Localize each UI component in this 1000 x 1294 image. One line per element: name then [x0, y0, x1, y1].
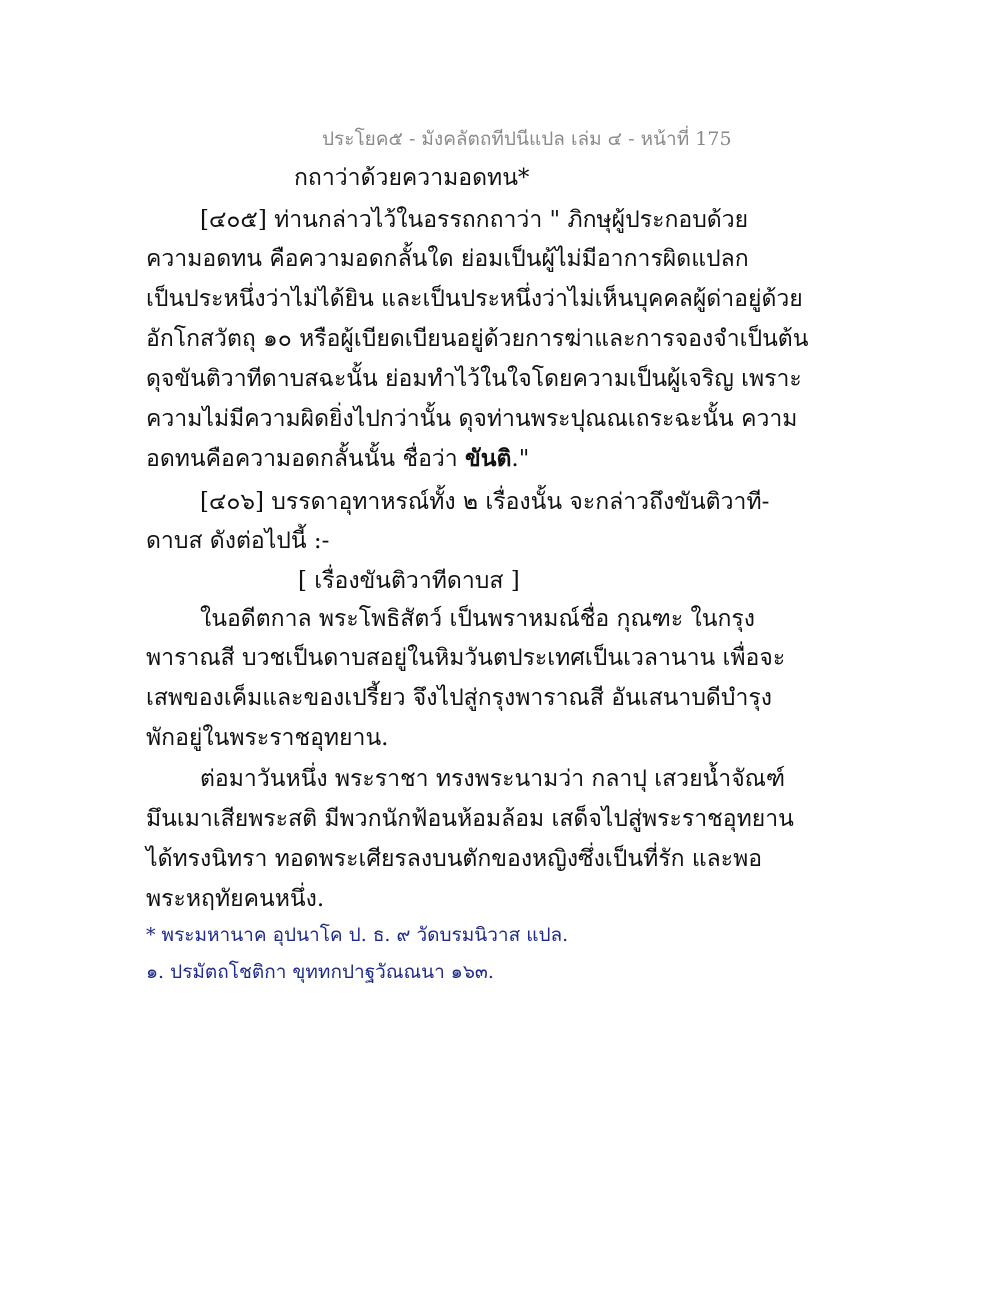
story-para-2-line-3: ได้ทรงนิทรา ทอดพระเศียรลงบนตักของหญิงซึ่งเป็นที่รัก และพอ	[146, 846, 763, 872]
paragraph-405-line-7	[146, 441, 529, 477]
story-para-2-line-4: พระหฤทัยคนหนึ่ง.	[146, 886, 325, 912]
page-header: ประโยค๕ - มังคลัตถทีปนีแปล เล่ม ๔ - หน้าที่ 175	[322, 128, 732, 150]
paragraph-405-line-1: [๔๐๕] ท่านกล่าวไว้ในอรรถกถาว่า " ภิกษุผู้ประกอบด้วย	[200, 207, 749, 233]
paragraph-405-line-3: เป็นประหนึ่งว่าไม่ได้ยิน และเป็นประหนึ่งว่าไม่เห็นบุคคลผู้ด่าอยู่ด้วย	[146, 286, 803, 312]
story-para-2-line-1: ต่อมาวันหนึ่ง พระราชา ทรงพระนามว่า กลาปุ เสวยน้ำจัณฑ์	[200, 766, 786, 792]
footnote-translator: * พระมหานาค อุปนาโค ป. ธ. ๙ วัดบรมนิวาส แปล.	[146, 924, 569, 946]
story-para-1-line-4: พักอยู่ในพระราชอุทยาน.	[146, 725, 389, 751]
story-para-1-line-3: เสพของเค็มและของเปรี้ยว จึงไปสู่กรุงพาราณสี อันเสนาบดีบำรุง	[146, 685, 772, 711]
paragraph-405-line-5: ดุจขันติวาทีดาบสฉะนั้น ย่อมทำไว้ในใจโดยความเป็นผู้เจริญ เพราะ	[146, 366, 802, 392]
paragraph-405-line-6: ความไม่มีความผิดยิ่งไปกว่านั้น ดุจท่านพระปุณณเถระฉะนั้น ความ	[146, 406, 798, 432]
paragraph-406-line-2: ดาบส ดังต่อไปนี้ :-	[146, 528, 330, 554]
line-7-suffix: ."	[511, 446, 530, 472]
section-title: กถาว่าด้วยความอดทน*	[294, 165, 530, 191]
story-para-2-line-2: มึนเมาเสียพระสติ มีพวกนักฟ้อนห้อมล้อม เสด็จไปสู่พระราชอุทยาน	[146, 806, 794, 832]
paragraph-405-line-4: อักโกสวัตถุ ๑๐ หรือผู้เบียดเบียนอยู่ด้วยการฆ่าและการจองจำเป็นต้น	[146, 326, 809, 352]
story-para-1-line-1: ในอดีตกาล พระโพธิสัตว์ เป็นพราหมณ์ชื่อ กุณฑะ ในกรุง	[200, 606, 755, 632]
story-para-1-line-2: พาราณสี บวชเป็นดาบสอยู่ในหิมวันตประเทศเป็นเวลานาน เพื่อจะ	[146, 645, 786, 671]
paragraph-406-line-1: [๔๐๖] บรรดาอุทาหรณ์ทั้ง ๒ เรื่องนั้น จะกล่าวถึงขันติวาที-	[200, 489, 770, 515]
line-7-prefix: อดทนคือความอดกลั้นนั้น ชื่อว่า	[146, 446, 466, 472]
story-heading: [ เรื่องขันติวาทีดาบส ]	[298, 568, 520, 594]
footnote-source: ๑. ปรมัตถโชติกา ขุททกปาฐวัณณนา ๑๖๓.	[146, 961, 494, 983]
khanti-term: ขันติ	[465, 445, 512, 472]
paragraph-405-line-2: ความอดทน คือความอดกลั้นใด ย่อมเป็นผู้ไม่มีอาการผิดแปลก	[146, 246, 749, 272]
